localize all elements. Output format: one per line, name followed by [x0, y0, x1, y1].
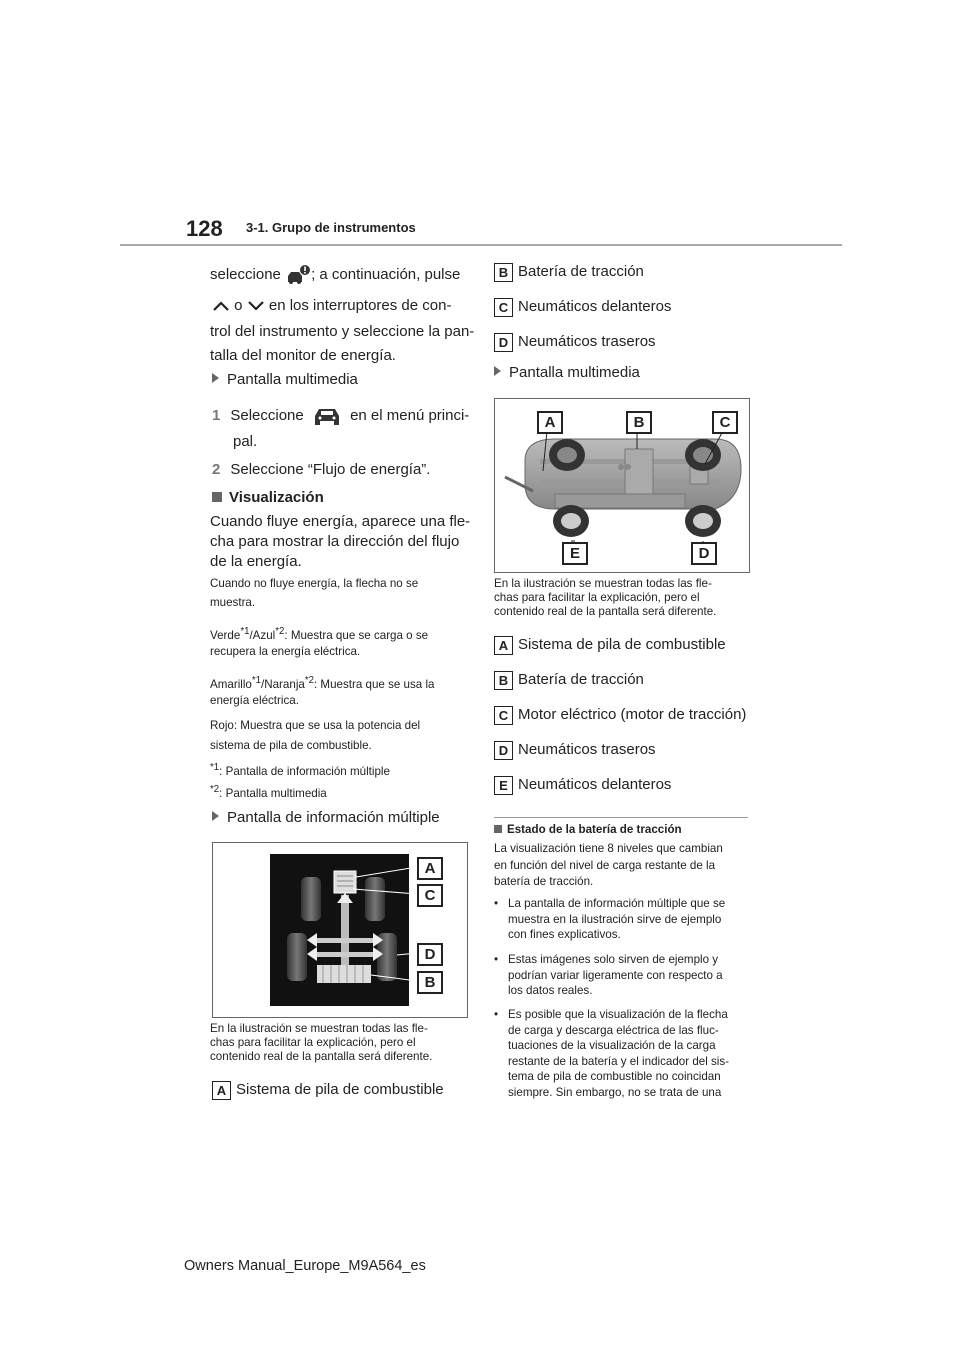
- legend-item-right-top-c: [494, 297, 671, 317]
- square-bullet-icon: [494, 825, 502, 833]
- legend-text: Motor eléctrico (motor de tracción): [518, 706, 747, 723]
- intro-line-2: [212, 296, 451, 316]
- page-number: 128: [186, 216, 223, 241]
- car-info-icon: [285, 264, 311, 286]
- legend-badge: E: [494, 776, 513, 795]
- caption-left-line-2: chas para facilitar la explicación, pero el: [210, 1036, 416, 1049]
- legend-text: Neumáticos delanteros: [518, 298, 672, 315]
- step-text: Seleccione: [230, 406, 304, 424]
- square-bullet-icon: [212, 492, 222, 502]
- legend-badge: D: [494, 333, 513, 352]
- legend-text: Neumáticos delanteros: [518, 776, 672, 793]
- note-text: Verde: [210, 628, 241, 642]
- footnote-ref: *2: [275, 626, 285, 637]
- bullet-text: tema de pila de combustible no coincidan: [508, 1070, 721, 1083]
- bullet-indent: [494, 1055, 508, 1069]
- legend-text: Neumáticos traseros: [518, 741, 656, 758]
- intro-line-4: talla del monitor de energía.: [210, 347, 396, 364]
- footnote-text: : Pantalla de información múltiple: [219, 764, 390, 778]
- bullet-indent: [494, 1024, 508, 1038]
- mid-heading: [212, 808, 440, 828]
- footnote-ref: *2: [210, 784, 220, 795]
- vis-line-3: de la energía.: [210, 553, 302, 570]
- visualizacion-heading: [212, 488, 324, 508]
- legend-badge: B: [494, 263, 513, 282]
- legend-text: Sistema de pila de combustible: [518, 636, 726, 653]
- legend-badge: A: [494, 636, 513, 655]
- intro-line-3: trol del instrumento y seleccione la pan-: [210, 323, 475, 340]
- heading-text: Pantalla de información múltiple: [227, 809, 440, 826]
- legend-item-right-b: [494, 670, 644, 690]
- heading-text: Pantalla multimedia: [509, 364, 640, 381]
- section-divider: [494, 817, 748, 818]
- note-2-line-1: [210, 624, 428, 644]
- note-1-line-1: Cuando no fluye energía, la flecha no se: [210, 577, 419, 590]
- note-1-line-2: muestra.: [210, 596, 256, 609]
- note-4-line-2: sistema de pila de combustible.: [210, 739, 372, 752]
- bullet-indent: [494, 928, 508, 942]
- footnote-ref: *1: [210, 762, 220, 773]
- bullet-indent: [494, 913, 508, 927]
- step-2: [212, 460, 430, 480]
- bullet-text: los datos reales.: [508, 984, 593, 997]
- callout-label: B: [417, 971, 443, 994]
- step-number: 1: [212, 406, 221, 424]
- bullet-item: [494, 897, 725, 942]
- intro-text: ; a continuación, pulse: [311, 265, 461, 283]
- note-text: : Muestra que se usa la: [313, 677, 435, 691]
- callout-label: A: [417, 857, 443, 880]
- bullet-row: [494, 969, 723, 983]
- bullet-text: tuaciones de la visualización de la carga: [508, 1039, 716, 1052]
- callout-label: D: [417, 943, 443, 966]
- legend-text: Neumáticos traseros: [518, 333, 656, 350]
- triangle-bullet-icon: [494, 366, 501, 376]
- intro-text: seleccione: [210, 265, 281, 283]
- triangle-bullet-icon: [212, 811, 219, 821]
- caption-left-line-3: contenido real de la pantalla será diferente.: [210, 1050, 433, 1063]
- footnote-text: : Pantalla multimedia: [219, 786, 327, 800]
- bullet-text: podrían variar ligeramente con respecto a: [508, 968, 723, 982]
- bullet-indent: [494, 1039, 508, 1053]
- legend-item-right-top-d: [494, 332, 656, 352]
- bullet-row: [494, 953, 723, 967]
- bullet-row: [494, 1008, 729, 1022]
- caption-right-line-3: contenido real de la pantalla será diferente.: [494, 605, 717, 618]
- legend-item-right-a: [494, 635, 726, 655]
- legend-badge: A: [212, 1081, 231, 1100]
- bullet-indent: [494, 1070, 508, 1084]
- footnote-ref: *1: [251, 675, 262, 686]
- header-rule: [120, 244, 842, 246]
- step-text: en el menú princi-: [350, 406, 470, 424]
- bullet-row: [494, 1070, 729, 1084]
- heading-text: Pantalla multimedia: [227, 371, 358, 388]
- bullet-indent: [494, 1086, 508, 1100]
- legend-text: Batería de tracción: [518, 671, 644, 688]
- footnote-1: [210, 760, 390, 780]
- bullet-dot: •: [494, 953, 499, 966]
- bullet-item: [494, 953, 723, 998]
- legend-item-right-c: [494, 705, 746, 725]
- battery-p-line-3: batería de tracción.: [494, 875, 594, 888]
- caption-right-line-1: En la ilustración se muestran todas las fle-: [494, 577, 712, 590]
- section-title: 3-1. Grupo de instrumentos: [246, 220, 416, 235]
- car-icon: [312, 404, 342, 428]
- figure-multimedia-display: [494, 398, 750, 573]
- legend-badge: C: [494, 298, 513, 317]
- bullet-row: [494, 984, 723, 998]
- callout-label: C: [712, 411, 738, 434]
- legend-badge: C: [494, 706, 513, 725]
- bullet-row: [494, 928, 725, 942]
- bullet-dot: •: [494, 1008, 499, 1021]
- multimedia-heading-left: [212, 370, 358, 390]
- note-text: Amarillo: [210, 677, 252, 691]
- battery-p-line-1: La visualización tiene 8 niveles que cambian: [494, 842, 723, 855]
- callout-label: E: [562, 542, 588, 565]
- bullet-text: de carga y descarga eléctrica de las fluc-: [508, 1023, 719, 1037]
- footnote-ref: *1: [240, 626, 250, 637]
- battery-p-line-2: en función del nivel de carga restante de la: [494, 859, 716, 872]
- note-2-line-2: recupera la energía eléctrica.: [210, 645, 361, 658]
- callout-label: A: [537, 411, 563, 434]
- bullet-text: Es posible que la visualización de la flecha: [508, 1008, 728, 1021]
- bullet-text: siempre. Sin embargo, no se trata de una: [508, 1085, 722, 1099]
- legend-item-right-top-b: [494, 262, 644, 282]
- intro-text: en los interruptores de con-: [268, 297, 452, 314]
- note-text: : Muestra que se carga o se: [284, 628, 429, 642]
- bullet-indent: [494, 984, 508, 998]
- note-3-line-1: [210, 673, 435, 693]
- bullet-item: [494, 1008, 729, 1099]
- bullet-row: [494, 1039, 729, 1053]
- bullet-dot: •: [494, 897, 499, 910]
- intro-text: o: [234, 297, 243, 314]
- multimedia-heading-right: [494, 363, 640, 383]
- caption-right-line-2: chas para facilitar la explicación, pero el: [494, 591, 700, 604]
- step-number: 2: [212, 461, 221, 478]
- callout-label: D: [691, 542, 717, 565]
- footnote-ref: *2: [304, 675, 314, 686]
- footnote-2: [210, 782, 327, 802]
- legend-item-right-d: [494, 740, 656, 760]
- heading-text: Visualización: [229, 489, 324, 506]
- bullet-indent: [494, 969, 508, 983]
- battery-heading: [494, 823, 682, 836]
- legend-item-left-a: [212, 1080, 444, 1100]
- intro-line-1: [210, 264, 460, 286]
- bullet-row: [494, 897, 725, 911]
- legend-item-right-e: [494, 775, 671, 795]
- callout-label: B: [626, 411, 652, 434]
- legend-badge: B: [494, 671, 513, 690]
- legend-text: Batería de tracción: [518, 263, 644, 280]
- bullet-row: [494, 1024, 729, 1038]
- note-text: /Naranja: [261, 677, 305, 691]
- bullet-text: muestra en la ilustración sirve de ejemplo: [508, 912, 722, 926]
- chevron-down-icon: [247, 300, 265, 312]
- note-4-line-1: Rojo: Muestra que se usa la potencia del: [210, 719, 421, 732]
- callout-label: C: [417, 884, 443, 907]
- note-3-line-2: energía eléctrica.: [210, 694, 299, 707]
- vis-line-1: Cuando fluye energía, aparece una fle-: [210, 513, 471, 530]
- bullet-text: restante de la batería y el indicador del sis-: [508, 1054, 730, 1068]
- legend-text: Sistema de pila de combustible: [236, 1081, 444, 1098]
- bullet-text: Estas imágenes solo sirven de ejemplo y: [508, 953, 719, 966]
- bullet-row: [494, 1055, 729, 1069]
- step-1-cont: pal.: [233, 433, 258, 450]
- footer-text: Owners Manual_Europe_M9A564_es: [184, 1258, 426, 1274]
- figure-multi-info-display: [212, 842, 468, 1018]
- triangle-bullet-icon: [212, 373, 219, 383]
- note-text: /Azul: [249, 628, 276, 642]
- bullet-text: con fines explicativos.: [508, 928, 621, 941]
- chevron-up-icon: [212, 300, 230, 312]
- bullet-row: [494, 913, 725, 927]
- step-text: Seleccione “Flujo de energía”.: [230, 461, 431, 478]
- vis-line-2: cha para mostrar la dirección del flujo: [210, 533, 460, 550]
- bullet-row: [494, 1086, 729, 1100]
- caption-left-line-1: En la ilustración se muestran todas las fle-: [210, 1022, 428, 1035]
- legend-badge: D: [494, 741, 513, 760]
- heading-text: Estado de la batería de tracción: [507, 823, 682, 836]
- bullet-text: La pantalla de información múltiple que se: [508, 897, 726, 910]
- step-1: [212, 404, 469, 428]
